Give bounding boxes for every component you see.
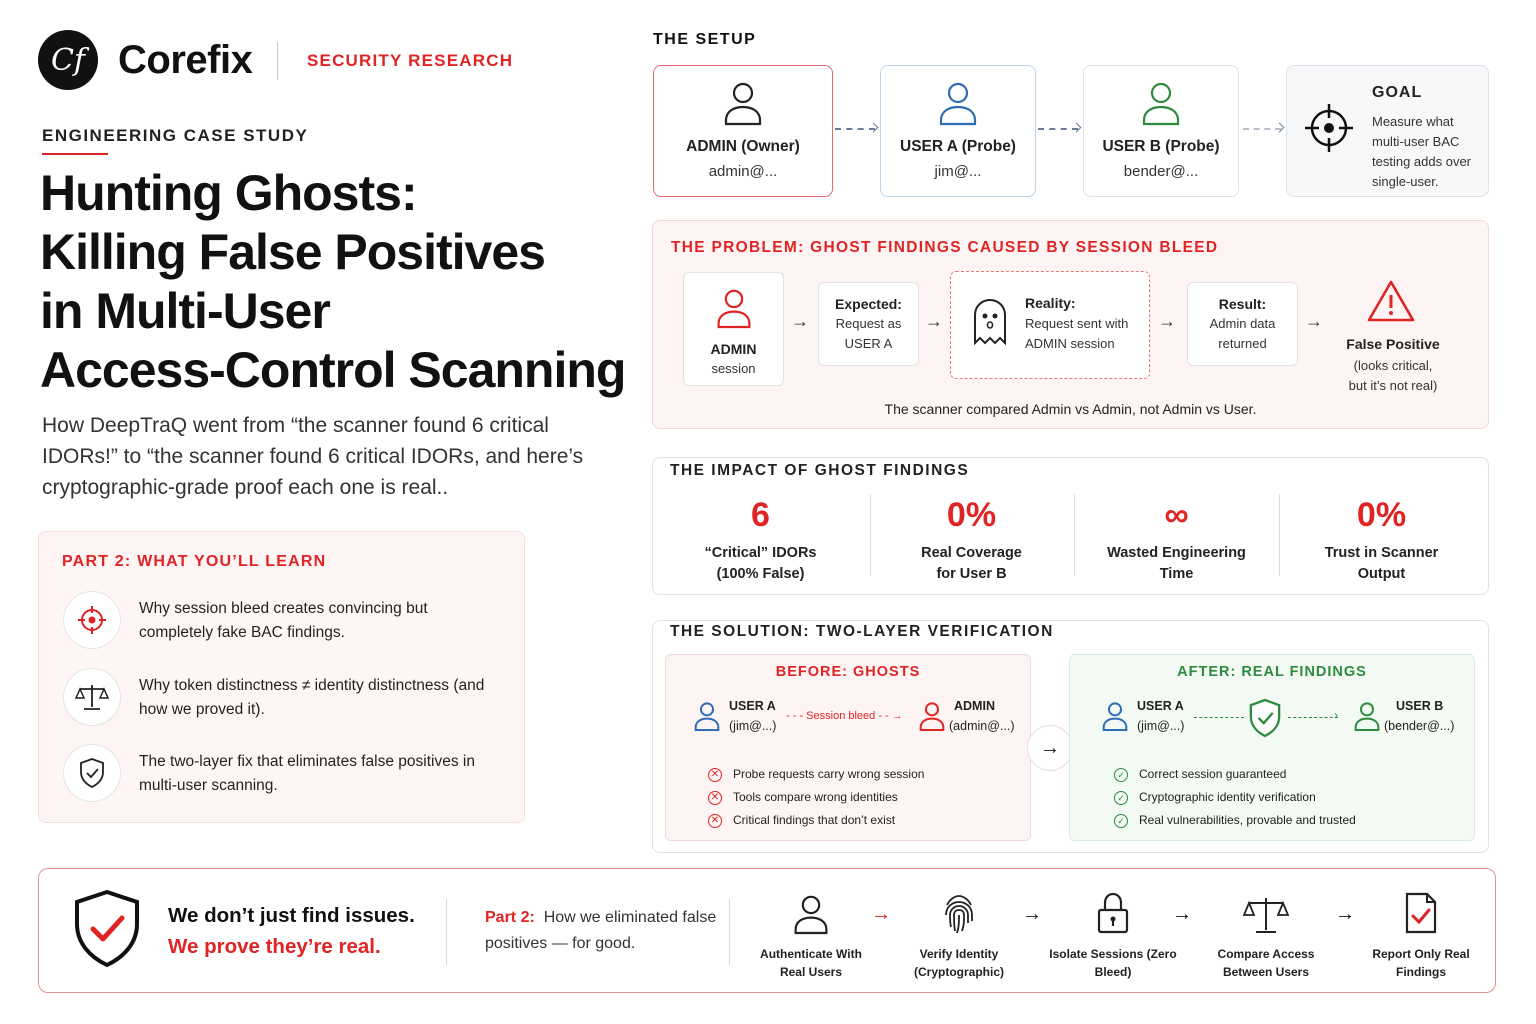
false-positive-text: (looks critical, but it’s not real): [1348, 358, 1438, 393]
section-label: SECURITY RESEARCH: [307, 51, 514, 70]
step: [1048, 887, 1178, 981]
tagline-accent: We prove they’re real.: [168, 935, 381, 958]
false-positive-title: False Positive: [1346, 336, 1440, 352]
shield-check-icon: [73, 889, 141, 969]
reality-box: [950, 271, 1150, 379]
x-circle-icon: ✕: [708, 791, 722, 805]
step-label: Report Only Real Findings: [1372, 947, 1470, 979]
lock-icon: [1096, 891, 1130, 935]
stat-label: “Critical” IDORs (100% False): [704, 545, 817, 582]
learn-item-text: Why token distinctness ≠ identity distinctness (and how we proved it).: [139, 677, 485, 718]
solution-title: THE SOLUTION: TWO-LAYER VERIFICATION: [670, 623, 1054, 640]
arrow-icon: →: [871, 903, 891, 925]
after-right-user: USER B (bender@...): [1384, 699, 1455, 733]
page-title: [40, 164, 640, 400]
list-item: ✓ Cryptographic identity verification: [1114, 786, 1356, 809]
step-label: Verify Identity (Cryptographic): [914, 947, 1004, 979]
setup-email: jim@...: [934, 163, 982, 180]
before-head: BEFORE: GHOSTS: [775, 664, 921, 680]
user-icon: [918, 700, 946, 732]
list-item: ✕ Tools compare wrong identities: [708, 786, 924, 809]
divider: [729, 899, 730, 965]
setup-email: admin@...: [708, 163, 778, 180]
title-line: Killing False Positives: [40, 224, 545, 280]
learn-title: PART 2: WHAT YOU’LL LEARN: [62, 553, 327, 570]
goal-text: Measure what multi-user BAC testing adds over single-user.: [1372, 114, 1472, 189]
connector: [1194, 717, 1244, 718]
target-icon: [63, 591, 121, 649]
kicker: ENGINEERING CASE STUDY: [42, 126, 309, 145]
part-2-note: Part 2: How we eliminated false positives — for good.: [485, 909, 717, 952]
ghost-icon: [971, 297, 1009, 347]
learn-item: [63, 668, 503, 728]
learn-panel: [38, 531, 525, 823]
list-item: ✓ Real vulnerabilities, provable and trusted: [1114, 809, 1356, 832]
user-icon: [715, 287, 753, 329]
check-circle-icon: ✓: [1114, 791, 1128, 805]
divider: [277, 42, 278, 80]
problem-note: The scanner compared Admin vs Admin, not Admin vs User.: [884, 401, 1257, 417]
check-circle-icon: ✓: [1114, 768, 1128, 782]
before-panel: [665, 654, 1031, 841]
list-item: ✓ Correct session guaranteed: [1114, 763, 1356, 786]
user-icon: [722, 80, 764, 126]
setup-name: ADMIN (Owner): [686, 138, 800, 155]
after-head: AFTER: REAL FINDINGS: [1177, 664, 1367, 680]
expected-box: [818, 282, 919, 366]
step: [894, 887, 1024, 981]
brand-name: Corefix: [118, 38, 253, 82]
step: [1201, 887, 1331, 981]
stat-value: 0%: [1356, 496, 1407, 534]
step-label: Isolate Sessions (Zero Bleed): [1049, 947, 1177, 979]
stat-label: Real Coverage for User B: [921, 545, 1022, 582]
learn-item: [63, 591, 503, 651]
crosshair-icon: [1301, 100, 1357, 156]
user-icon: [1101, 700, 1129, 732]
setup-title: THE SETUP: [653, 31, 757, 48]
divider: [446, 899, 447, 965]
before-list: [708, 763, 924, 832]
before-right-user: ADMIN (admin@...): [949, 699, 1015, 733]
arrow-right-icon: →: [1027, 725, 1073, 771]
session-bleed-link: - - - Session bleed - - →: [786, 710, 903, 722]
arrow-icon: →: [1158, 311, 1176, 331]
expected-text: Request as USER A: [835, 316, 902, 351]
x-circle-icon: ✕: [708, 768, 722, 782]
report-icon: [1404, 891, 1438, 935]
intro-text: How DeepTraQ went from “the scanner found 6 critical IDORs!” to “the scanner found 6 critical IDORs, and here’s cryptographic-grade proof each one is real..: [42, 414, 584, 499]
goal-card: [1286, 65, 1489, 197]
goal-title: GOAL: [1372, 84, 1423, 101]
flow-arrow: [835, 128, 875, 130]
connector: [1288, 717, 1338, 718]
x-circle-icon: ✕: [708, 814, 722, 828]
check-circle-icon: ✓: [1114, 814, 1128, 828]
arrow-icon: ›: [1334, 708, 1338, 722]
impact-stat: [1074, 496, 1279, 585]
warning-icon: [1367, 279, 1415, 323]
shield-check-icon: [63, 744, 121, 802]
tagline: We don’t just find issues.: [168, 904, 415, 927]
flow-arrow: [1243, 128, 1281, 130]
impact-stat: [869, 496, 1074, 585]
title-line: Access-Control Scanning: [40, 342, 626, 398]
stat-label: Wasted Engineering Time: [1107, 545, 1246, 582]
after-panel: [1069, 654, 1475, 841]
admin-sub: session: [711, 361, 756, 376]
learn-item-text: The two-layer fix that eliminates false positives in multi-user scanning.: [139, 753, 475, 794]
before-left-user: USER A (jim@...): [729, 699, 777, 733]
reality-text: Request sent with ADMIN session: [1025, 316, 1129, 351]
user-icon: [1140, 80, 1182, 126]
admin-label: ADMIN: [710, 341, 757, 357]
setup-card-admin: [653, 65, 833, 197]
impact-panel: [652, 457, 1489, 595]
arrow-icon: →: [1335, 903, 1355, 925]
user-icon: [937, 80, 979, 126]
arrow-icon: →: [791, 311, 809, 331]
result-box: [1187, 282, 1298, 366]
impact-title: THE IMPACT OF GHOST FINDINGS: [670, 462, 981, 480]
expected-title: Expected:: [835, 296, 902, 312]
stat-value: 6: [751, 496, 770, 534]
stat-value: ∞: [1164, 496, 1189, 534]
admin-session-box: [683, 272, 784, 386]
user-icon: [693, 700, 721, 732]
scale-icon: [1243, 895, 1289, 935]
after-list: [1114, 763, 1356, 832]
result-text: Admin data returned: [1209, 316, 1276, 351]
setup-card-user-b: [1083, 65, 1239, 197]
arrow-icon: →: [1022, 903, 1042, 925]
list-item: ✕ Critical findings that don’t exist: [708, 809, 924, 832]
problem-title: THE PROBLEM: GHOST FINDINGS CAUSED BY SESSION BLEED: [671, 239, 1219, 256]
setup-email: bender@...: [1123, 163, 1199, 180]
learn-item: [63, 744, 503, 804]
stat-value: 0%: [946, 496, 997, 534]
bottom-banner: [38, 868, 1496, 993]
impact-stat: [658, 496, 863, 585]
title-line: Hunting Ghosts:: [40, 165, 417, 221]
flow-arrow: [1038, 128, 1078, 130]
list-item: ✕ Probe requests carry wrong session: [708, 763, 924, 786]
logo: Cf: [38, 30, 98, 90]
solution-panel: [652, 620, 1489, 853]
user-icon: [1353, 700, 1381, 732]
setup-name: USER B (Probe): [1102, 138, 1220, 155]
arrow-icon: →: [1172, 903, 1192, 925]
arrow-icon: →: [925, 311, 943, 331]
after-left-user: USER A (jim@...): [1137, 699, 1185, 733]
result-title: Result:: [1218, 296, 1267, 312]
step: [1356, 887, 1486, 981]
kicker-underline: [42, 153, 108, 155]
step-label: Authenticate With Real Users: [760, 947, 862, 979]
setup-card-user-a: [880, 65, 1036, 197]
learn-item-text: Why session bleed creates convincing but completely fake BAC findings.: [139, 600, 428, 641]
reality-title: Reality:: [1025, 295, 1076, 311]
stat-label: Trust in Scanner Output: [1324, 545, 1439, 582]
arrow-icon: →: [1305, 311, 1323, 331]
title-line: in Multi-User: [40, 283, 330, 339]
shield-check-icon: [1247, 697, 1283, 739]
fingerprint-icon: [940, 891, 978, 935]
setup-name: USER A (Probe): [900, 138, 1016, 155]
user-icon: [792, 893, 830, 935]
step-label: Compare Access Between Users: [1217, 947, 1315, 979]
impact-stat: [1279, 496, 1484, 585]
step: [746, 887, 876, 981]
scale-icon: [63, 668, 121, 726]
problem-panel: [652, 220, 1489, 429]
